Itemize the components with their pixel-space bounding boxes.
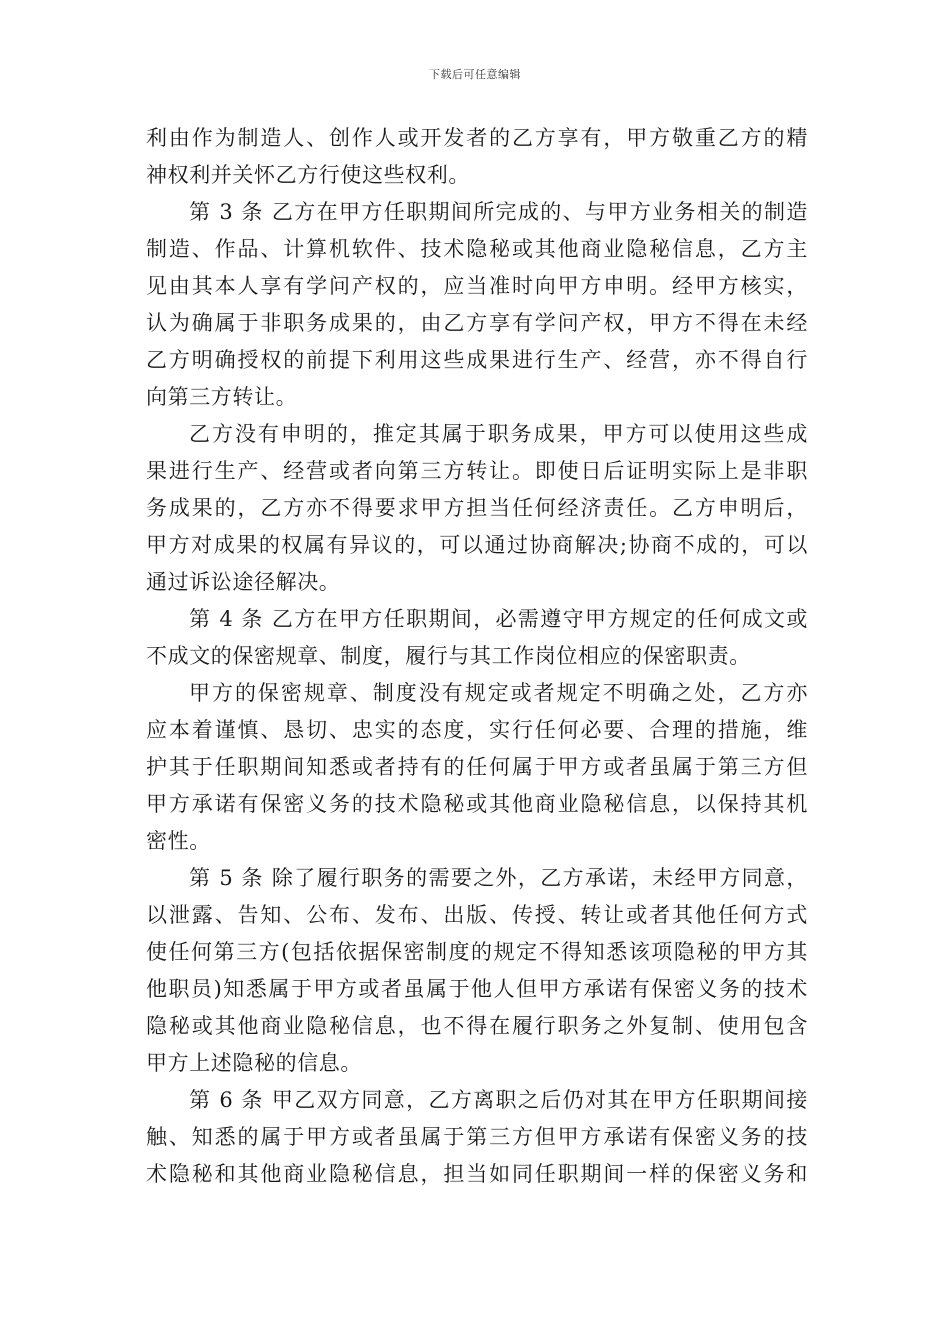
paragraph-line: 果进行生产、经营或者向第三方转让。即使日后证明实际上是非职 — [146, 459, 808, 483]
paragraph-line: 利由作为制造人、创作人或开发者的乙方享有，甲方敬重乙方的精 — [146, 126, 808, 150]
paragraph-line: 他职员)知悉属于甲方或者虽属于他人但甲方承诺有保密义务的技术 — [146, 977, 808, 1001]
paragraph-line: 制造、作品、计算机软件、技术隐秘或其他商业隐秘信息，乙方主 — [146, 237, 808, 261]
paragraph-line: 密性。 — [146, 829, 211, 853]
paragraph-line: 不成文的保密规章、制度，履行与其工作岗位相应的保密职责。 — [146, 644, 751, 668]
paragraph-line: 甲方承诺有保密义务的技术隐秘或其他商业隐秘信息，以保持其机 — [146, 792, 808, 816]
paragraph-line: 甲方对成果的权属有异议的，可以通过协商解决;协商不成的，可以 — [146, 533, 808, 557]
paragraph-line: 见由其本人享有学问产权的，应当准时向甲方申明。经甲方核实， — [146, 274, 808, 298]
paragraph-line: 应本着谨慎、恳切、忠实的态度，实行任何必要、合理的措施，维 — [146, 718, 808, 742]
paragraph-line: 通过诉讼途径解决。 — [146, 570, 341, 594]
paragraph-line: 甲方上述隐秘的信息。 — [146, 1051, 362, 1075]
paragraph-line: 向第三方转让。 — [146, 385, 298, 409]
document-body — [146, 120, 808, 1193]
paragraph-line: 认为确属于非职务成果的，由乙方享有学问产权，甲方不得在未经 — [146, 311, 808, 335]
paragraph-line: 乙方明确授权的前提下利用这些成果进行生产、经营，亦不得自行 — [146, 348, 808, 372]
paragraph-line: 触、知悉的属于甲方或者虽属于第三方但甲方承诺有保密义务的技 — [146, 1125, 808, 1149]
paragraph-line: 护其于任职期间知悉或者持有的任何属于甲方或者虽属于第三方但 — [146, 755, 808, 779]
paragraph-line: 隐秘或其他商业隐秘信息，也不得在履行职务之外复制、使用包含 — [146, 1014, 808, 1038]
article-5-line: 第 5 条 除了履行职务的需要之外，乙方承诺，未经甲方同意， — [189, 866, 808, 890]
paragraph-line: 术隐秘和其他商业隐秘信息，担当如同任职期间一样的保密义务和 — [146, 1162, 808, 1186]
paragraph-line: 乙方没有申明的，推定其属于职务成果，甲方可以使用这些成 — [189, 422, 808, 446]
page-header: 下载后可任意编辑 — [429, 68, 521, 81]
paragraph-line: 使任何第三方(包括依据保密制度的规定不得知悉该项隐秘的甲方其 — [146, 940, 808, 964]
article-3-line: 第 3 条 乙方在甲方任职期间所完成的、与甲方业务相关的制造 — [189, 200, 808, 224]
article-6-line: 第 6 条 甲乙双方同意，乙方离职之后仍对其在甲方任职期间接 — [189, 1088, 808, 1112]
paragraph-line: 神权利并关怀乙方行使这些权利。 — [146, 163, 470, 187]
article-4-line: 第 4 条 乙方在甲方任职期间，必需遵守甲方规定的任何成文或 — [189, 607, 808, 631]
paragraph-line: 务成果的，乙方亦不得要求甲方担当任何经济责任。乙方申明后， — [146, 496, 808, 520]
paragraph-line: 甲方的保密规章、制度没有规定或者规定不明确之处，乙方亦 — [189, 681, 808, 705]
paragraph-line: 以泄露、告知、公布、发布、出版、传授、转让或者其他任何方式 — [146, 903, 808, 927]
